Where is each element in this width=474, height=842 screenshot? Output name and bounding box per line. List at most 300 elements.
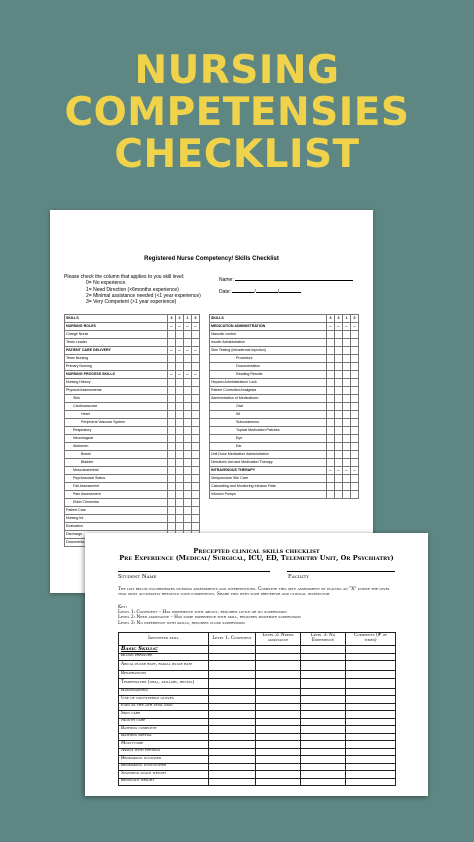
date-field (219, 286, 353, 298)
check-cell (168, 499, 176, 507)
check-cell (351, 435, 359, 443)
check-cell (351, 451, 359, 459)
table-row (210, 491, 359, 499)
check-cell (351, 363, 359, 371)
skill-label: Skin (65, 395, 168, 403)
skill-label: Insulin Administration (210, 339, 327, 347)
check-cell (192, 395, 200, 403)
title-line-1: NURSING (134, 48, 340, 93)
section-dash: -- (351, 467, 359, 475)
level-cell (256, 688, 301, 696)
level-cell (256, 741, 301, 749)
skill-label: Bladder (65, 459, 168, 467)
check-cell (176, 419, 184, 427)
level-cell (301, 671, 346, 679)
level-cell (256, 756, 301, 764)
check-cell (176, 379, 184, 387)
check-cell (168, 523, 176, 531)
table-row (119, 678, 396, 688)
level-cell (209, 756, 256, 764)
check-cell (327, 347, 335, 355)
level-cell (346, 678, 396, 688)
facility-label: Facility (288, 574, 309, 580)
skill-label: Pain Assessment (65, 491, 168, 499)
check-cell (184, 451, 192, 459)
check-cell (176, 507, 184, 515)
level-cell (209, 718, 256, 726)
check-cell (343, 443, 351, 451)
level-cell (346, 718, 396, 726)
skill-label: Multi-care (119, 741, 209, 749)
empty-cell (256, 646, 301, 654)
check-cell (335, 379, 343, 387)
skill-label: Procedure (210, 355, 327, 363)
check-cell (335, 483, 343, 491)
level-cell (301, 703, 346, 711)
check-cell (343, 451, 351, 459)
level-cell (346, 671, 396, 679)
level-cell (209, 733, 256, 741)
check-cell (351, 355, 359, 363)
check-cell (327, 403, 335, 411)
section-label: MEDICATION ADMINISTRATION (210, 323, 327, 331)
level-cell (209, 778, 256, 786)
level-cell (209, 661, 256, 671)
table-row (65, 363, 200, 371)
name-field (219, 274, 353, 286)
skill-label: IM (210, 411, 327, 419)
check-cell (343, 435, 351, 443)
section-label: INTRAVENOUS THERAPY (210, 467, 327, 475)
table-row (65, 443, 200, 451)
skill-label: Handwashing (119, 688, 209, 696)
table-row (65, 379, 200, 387)
section-dash: -- (192, 347, 200, 355)
col-level-1-header: 1 (343, 315, 351, 323)
table-row (65, 475, 200, 483)
table-row (65, 467, 200, 475)
level-cell (209, 748, 256, 756)
table-row (65, 387, 200, 395)
name-label: Name: (219, 277, 234, 283)
check-cell (335, 475, 343, 483)
table-row (210, 339, 359, 347)
check-cell (192, 339, 200, 347)
check-cell (184, 355, 192, 363)
level-cell (346, 703, 396, 711)
col-level-3-header: 3 (168, 315, 176, 323)
check-cell (176, 451, 184, 459)
table-row (65, 499, 200, 507)
check-cell (168, 515, 176, 523)
check-cell (351, 491, 359, 499)
section-row (210, 323, 359, 331)
check-cell (343, 411, 351, 419)
check-cell (168, 491, 176, 499)
skill-label: Documenta (65, 539, 168, 547)
sheet2-key (118, 605, 301, 626)
level-cell (256, 653, 301, 661)
check-cell (343, 387, 351, 395)
check-cell (176, 435, 184, 443)
section-label: NURSING PROCESS SKILLS (65, 371, 168, 379)
key-line-2: Level 2: Need assistance – Has some experience with skill, requires moderate supervision (118, 615, 302, 621)
check-cell (184, 339, 192, 347)
level-cell (346, 763, 396, 771)
check-cell (343, 427, 351, 435)
check-cell (184, 403, 192, 411)
check-cell (327, 427, 335, 435)
check-cell (192, 355, 200, 363)
skill-label: Respirations (119, 671, 209, 679)
check-cell (176, 427, 184, 435)
header-cell: Level 3: No Experience (301, 633, 346, 646)
table-row (65, 515, 200, 523)
check-cell (168, 507, 176, 515)
check-cell (168, 459, 176, 467)
facility-line (287, 571, 395, 572)
skill-label: Reading Results (210, 371, 327, 379)
section-label: NURSING ROLES (65, 323, 168, 331)
check-cell (335, 339, 343, 347)
check-cell (184, 467, 192, 475)
table-row (65, 523, 200, 531)
skill-label: Peripheral Vascular System (65, 419, 168, 427)
check-cell (184, 507, 192, 515)
check-cell (168, 419, 176, 427)
level-cell (346, 653, 396, 661)
section-row (65, 371, 200, 379)
table-header-row (119, 633, 396, 646)
check-cell (192, 411, 200, 419)
skill-label: Musculoskeletal (65, 467, 168, 475)
check-cell (327, 491, 335, 499)
table-row (119, 703, 396, 711)
check-cell (343, 363, 351, 371)
table-row (119, 688, 396, 696)
level-1: 1= Need Direction (<6months experience) (86, 286, 179, 293)
level-cell (301, 696, 346, 704)
level-cell (346, 726, 396, 734)
check-cell (168, 435, 176, 443)
check-cell (184, 491, 192, 499)
level-cell (301, 711, 346, 719)
skill-label: Eye (210, 435, 327, 443)
level-cell (209, 741, 256, 749)
check-cell (176, 515, 184, 523)
empty-cell (209, 646, 256, 654)
level-cell (209, 703, 256, 711)
level-cell (346, 661, 396, 671)
check-cell (327, 459, 335, 467)
check-cell (184, 523, 192, 531)
level-cell (346, 696, 396, 704)
check-cell (351, 419, 359, 427)
header-cell: Comments (# of times) (346, 633, 396, 646)
skill-label: Abdomen (65, 443, 168, 451)
check-cell (351, 443, 359, 451)
check-cell (192, 491, 200, 499)
check-cell (184, 379, 192, 387)
skill-label: Skin care (119, 711, 209, 719)
table-row (65, 355, 200, 363)
check-cell (184, 443, 192, 451)
table-row (210, 443, 359, 451)
check-cell (176, 499, 184, 507)
skill-label: Calculating and Monitoring Infusion Rate (210, 483, 327, 491)
check-cell (327, 443, 335, 451)
check-cell (335, 427, 343, 435)
check-cell (192, 363, 200, 371)
level-cell (346, 741, 396, 749)
level-cell (301, 688, 346, 696)
table-row (210, 379, 359, 387)
check-cell (343, 347, 351, 355)
check-cell (184, 427, 192, 435)
sheet2-instructions: The list below incorporates nursing assessments and interventions. Complete this self assessment by placing an "X" under the level that most accurately reflects your competency. Share this with your preceptor and clinical instructor. (118, 587, 390, 598)
table-row (119, 778, 396, 786)
section-row (119, 646, 396, 654)
sheet1-title: Registered Nurse Competency/ Skills Checklist (144, 256, 279, 262)
check-cell (351, 411, 359, 419)
skill-label: Pain as the 5th vital sign (119, 703, 209, 711)
level-cell (209, 678, 256, 688)
level-cell (346, 756, 396, 764)
level-cell (256, 696, 301, 704)
table-row (65, 419, 200, 427)
check-cell (335, 363, 343, 371)
check-cell (327, 395, 335, 403)
level-cell (346, 688, 396, 696)
check-cell (168, 443, 176, 451)
section-row (65, 347, 200, 355)
skill-label: Use of non-sterile gloves (119, 696, 209, 704)
level-cell (256, 778, 301, 786)
check-cell (168, 467, 176, 475)
section-dash: -- (192, 371, 200, 379)
check-cell (176, 443, 184, 451)
level-cell (301, 778, 346, 786)
check-cell (343, 355, 351, 363)
check-cell (327, 331, 335, 339)
level-cell (301, 763, 346, 771)
key-line-3: Level 3: No experience with skills, requires close supervision (118, 620, 246, 626)
check-cell (176, 491, 184, 499)
page-title (0, 50, 474, 176)
skill-label: Assist with feeding (119, 748, 209, 756)
skill-label: Neurological (65, 435, 168, 443)
check-cell (184, 515, 192, 523)
skill-label: Team Leader (65, 339, 168, 347)
table-row (210, 371, 359, 379)
skill-label: Nursing Int (65, 515, 168, 523)
table-row (210, 435, 359, 443)
check-cell (176, 467, 184, 475)
check-cell (192, 403, 200, 411)
skill-label: Blood pressure (119, 653, 209, 661)
skill-label: Cardiovascular (65, 403, 168, 411)
check-cell (168, 403, 176, 411)
title-line-3: CHECKLIST (114, 132, 360, 177)
date-slash-1: / (254, 289, 256, 295)
skill-label: Charge Nurse (65, 331, 168, 339)
col-level-2-header: 2 (335, 315, 343, 323)
col-skills-header: SKILLS (65, 315, 168, 323)
sheet1-meta (219, 274, 353, 298)
check-cell (184, 459, 192, 467)
section-dash: -- (351, 323, 359, 331)
level-cell (256, 661, 301, 671)
table-header-row (210, 315, 359, 323)
check-cell (192, 419, 200, 427)
check-cell (176, 411, 184, 419)
level-cell (209, 726, 256, 734)
check-cell (335, 411, 343, 419)
skill-label: Unit Dose Medication Administration (210, 451, 327, 459)
section-dash: -- (184, 347, 192, 355)
check-cell (192, 443, 200, 451)
skill-label: Ear (210, 443, 327, 451)
level-cell (256, 748, 301, 756)
skill-label: Patient Care (65, 507, 168, 515)
section-dash: -- (327, 323, 335, 331)
sheet2-subtitle: Pre Experience (Medical/ Surgical, ICU, ED, Telemetry Unit, Or Psychiatry) (119, 554, 394, 562)
check-cell (192, 507, 200, 515)
check-cell (192, 483, 200, 491)
table-row (210, 363, 359, 371)
table-row (210, 355, 359, 363)
level-cell (209, 763, 256, 771)
level-cell (346, 711, 396, 719)
skill-label: Primary Nursing (65, 363, 168, 371)
empty-cell (301, 646, 346, 654)
level-cell (209, 771, 256, 779)
check-cell (168, 411, 176, 419)
table-row (119, 671, 396, 679)
check-cell (168, 483, 176, 491)
level-cell (301, 741, 346, 749)
check-cell (192, 467, 200, 475)
table-row (210, 451, 359, 459)
skill-label: Bowel (65, 451, 168, 459)
skill-label: Patient Controlled Analgesia (210, 387, 327, 395)
check-cell (184, 411, 192, 419)
check-cell (335, 347, 343, 355)
level-2: 2= Minimal assistance needed (<1 year experience) (86, 292, 201, 299)
section-dash: -- (168, 323, 176, 331)
check-cell (176, 475, 184, 483)
skills-table-left (64, 314, 200, 547)
table-row (210, 403, 359, 411)
check-cell (192, 331, 200, 339)
level-cell (301, 718, 346, 726)
check-cell (184, 419, 192, 427)
level-0: 0= No experience. (86, 280, 127, 287)
table-row (65, 411, 200, 419)
check-cell (343, 419, 351, 427)
check-cell (351, 371, 359, 379)
check-cell (192, 499, 200, 507)
precepted-skills-table (118, 632, 396, 786)
check-cell (335, 419, 343, 427)
check-cell (192, 451, 200, 459)
check-cell (176, 387, 184, 395)
table-row (65, 451, 200, 459)
check-cell (343, 331, 351, 339)
check-cell (168, 339, 176, 347)
check-cell (176, 331, 184, 339)
check-cell (184, 331, 192, 339)
check-cell (168, 355, 176, 363)
check-cell (351, 387, 359, 395)
level-cell (256, 763, 301, 771)
table-row (210, 411, 359, 419)
check-cell (184, 499, 192, 507)
header-cell: Level 1: Confident (209, 633, 256, 646)
check-cell (335, 395, 343, 403)
check-cell (351, 483, 359, 491)
check-cell (351, 427, 359, 435)
check-cell (176, 459, 184, 467)
table-row (210, 387, 359, 395)
check-cell (335, 435, 343, 443)
check-cell (335, 443, 343, 451)
section-dash: -- (176, 371, 184, 379)
check-cell (327, 483, 335, 491)
level-cell (346, 748, 396, 756)
level-cell (209, 671, 256, 679)
check-cell (343, 459, 351, 467)
skill-label: Team Nursing (65, 355, 168, 363)
skill-label: Bedmaking unoccupied (119, 763, 209, 771)
table-row (119, 733, 396, 741)
check-cell (168, 379, 176, 387)
level-3: 3= Very Competent (>1 year experience) (86, 299, 177, 306)
table-row (210, 419, 359, 427)
table-row (65, 331, 200, 339)
skill-label: Skin Testing (intradermal injection) (210, 347, 327, 355)
skill-label: Oral (210, 403, 327, 411)
skill-label: Nebulizer/ Aerosol Medication Therapy (210, 459, 327, 467)
level-cell (346, 778, 396, 786)
check-cell (168, 363, 176, 371)
table-row (119, 771, 396, 779)
check-cell (351, 403, 359, 411)
check-cell (343, 491, 351, 499)
check-cell (327, 355, 335, 363)
level-cell (256, 671, 301, 679)
date-label: Date: (219, 289, 231, 295)
skills-table-right (209, 314, 359, 499)
section-dash: -- (168, 347, 176, 355)
section-dash: -- (335, 323, 343, 331)
student-name-label: Student Name (118, 574, 157, 580)
check-cell (335, 451, 343, 459)
check-cell (192, 515, 200, 523)
level-cell (256, 733, 301, 741)
level-cell (256, 703, 301, 711)
check-cell (192, 379, 200, 387)
skill-label: Heart (65, 411, 168, 419)
check-cell (343, 395, 351, 403)
skill-label: Evaluation (65, 523, 168, 531)
table-row (210, 483, 359, 491)
check-cell (343, 403, 351, 411)
level-cell (346, 771, 396, 779)
table-row (210, 395, 359, 403)
check-cell (335, 371, 343, 379)
check-cell (176, 523, 184, 531)
